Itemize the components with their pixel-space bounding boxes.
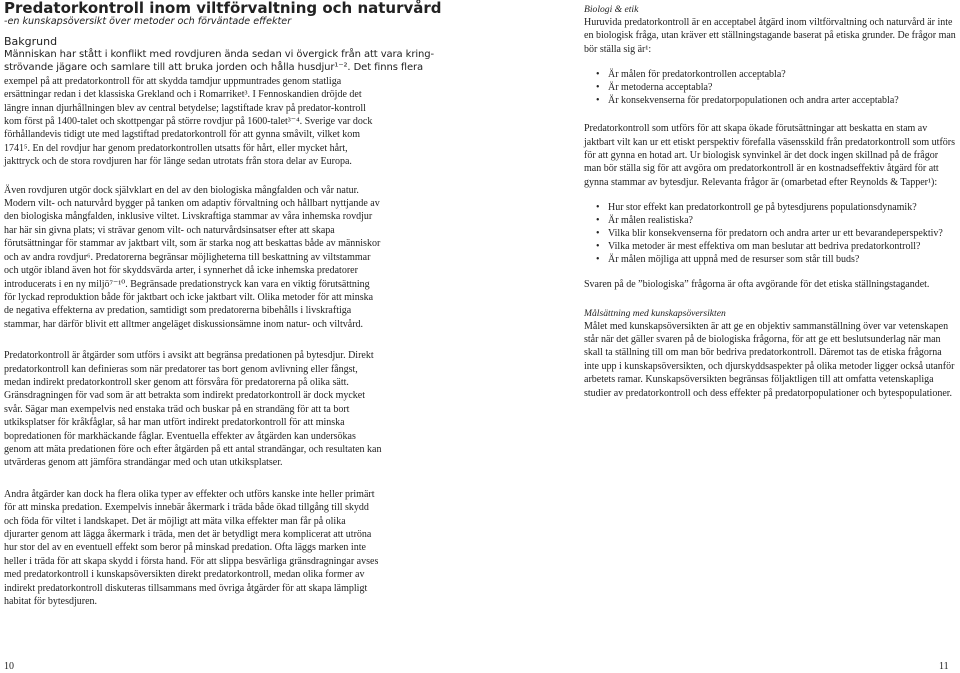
page-number-right: 11 xyxy=(939,661,949,672)
document-title: Predatorkontroll inom viltförvaltning och naturvård xyxy=(4,0,442,17)
page-number-left: 10 xyxy=(4,661,14,672)
section-heading-goal: Målsättning med kunskapsöversikten xyxy=(584,307,726,319)
ethics-question-list xyxy=(584,68,956,107)
paragraph-goal: Målet med kunskapsöversikten är att ge en objektiv sammanställning över var vetenskapen står när det gäller svaren på de biologiska frågorna, för att ge ett beslutsunderlag när man skall ta ställning till om man bör bedriva predatorkontroll. Däremot tas de etiska frågorna inte upp i kunskapsöversikten, och djurskyddsaspekter på olika metoder ligger också utanför arbetets ramar. Kunskapsöversikten begränsas följaktligen till att omfatta vetenskapliga studier av predatorkontroll och dess effekter på predatorpopulationer och bytespopulationer. xyxy=(584,320,955,399)
paragraph-biology-questions: Predatorkontroll som utförs för att skapa ökade förutsättningar att beskatta en stam av jaktbart vilt kan ur ett etiskt perspektiv förefalla väsensskild från predatorkontroll som utförs för att gynna en hotad art. Ur biologisk synvinkel är det dock ingen skillnad på de frågor man bör ställa sig för att avgöra om predatorkontroll är en kostnadseffektiv åtgärd för att gynna stammar av bytesdjur. Relevanta frågor är (omarbetad efter Reynolds & Tapper¹): xyxy=(584,123,956,188)
paragraph-indirect-control: Andra åtgärder kan dock ha flera olika typer av effekter och utförs kanske inte heller primärt för att minska predation. Exempelvis innebär åkermark i träda både ökad tillgång till skydd och föda för viltet i landskapet. Det är möjligt att mäta vilka effekter man får på olika djurarter genom att lägga åkermark i träda, men det är betydligt mera komplicerat att utröna hur stor del av en eventuell effekt som beror på minskad predation. Ofta läggs marken inte heller i träda för att skapa skydd i första hand. För att slippa besvärliga gränsdragningar avses med predatorkontroll i kunskapsöversikten direkt predatorkontroll, medan olika former av indirekt predatorkontroll diskuteras tillsammans med övriga åtgärder för att skapa lämpligt habitat för bytesdjuren. xyxy=(4,488,379,608)
list-item: • Vilka metoder är mest effektiva om man beslutar att bedriva predatorkontroll? xyxy=(584,240,956,253)
paragraph-answers: Svaren på de ”biologiska” frågorna är ofta avgörande för det etiska ställningstagandet. xyxy=(584,279,930,291)
list-item: • Vilka blir konsekvenserna för predatorn och andra arter ur ett bevarandeperspektiv? xyxy=(584,227,956,240)
paragraph-ethics-intro: Huruvida predatorkontroll är en acceptabel åtgärd inom viltförvaltning och naturvård är inte en biologisk fråga, utan kräver ett ställningstagande baserat på etiska grunder. De frågor man bör ställa sig är¹: xyxy=(584,17,956,55)
paragraph-line: Människan har stått i konflikt med rovdjuren ända sedan vi övergick från att vara kring- xyxy=(4,49,435,60)
document-subtitle: -en kunskapsöversikt över metoder och förväntade effekter xyxy=(4,16,292,27)
paragraph-definition: Predatorkontroll är åtgärder som utförs i avsikt att begränsa predationen på bytesdjur. Direkt predatorkontroll kan definieras som när predatorer tas bort genom avlivning eller fångst, medan indirekt predatorkontroll sker genom att försvåra för predatorerna på olika sätt. Gränsdragningen för vad som är att betrakta som indirekt predatorkontroll är dock mycket svår. Sägar man exempelvis ned enstaka träd och buskar på en strandäng för att ta bort utkiksplatser för kråkfåglar, så har man utfört indirekt predatorkontroll för att minska bopredationen för markhäckande fåglar. Eventuella effekter av åtgärden kan undersökas genom att mäta predationen före och efter åtgärden på ett antal strandängar, och resultaten kan utvärderas genom att jämföra strandängar med och utan utkiksplatser. xyxy=(4,350,382,469)
list-item: • Är konsekvenserna för predatorpopulationen och andra arter acceptabla? xyxy=(584,94,956,107)
list-item: • Är målen för predatorkontrollen acceptabla? xyxy=(584,68,956,81)
section-heading-ethics: Biologi & etik xyxy=(584,4,639,15)
list-item: • Hur stor effekt kan predatorkontroll ge på bytesdjurens populationsdynamik? xyxy=(584,201,956,214)
paragraph-line: strövande jägare och samlare till att bruka jorden och hålla husdjur¹⁻². Det finns flera xyxy=(4,62,424,74)
biology-question-list xyxy=(584,201,956,266)
list-item: • Är målen realistiska? xyxy=(584,214,956,227)
paragraph-biodiversity: Även rovdjuren utgör dock självklart en del av den biologiska mångfalden och vår natur. Modern vilt- och naturvård bygger på tanken om adaptiv förvaltning och hållbart nyttjande av den biologiska mångfalden, inklusive viltet. Livskraftiga stammar av våra inhemska rovdjur har här sin givna plats; vi strävar genom vilt- och naturvårdsinsatser efter att skapa förutsättningar för stammar av jaktbart vilt, som är starka nog att beskattas både av människor och av andra rovdjur⁶. Predatorerna begränsar möjligheterna till beskattning av viltstammar och utgör ibland även hot för skyddsvärda arter, i synnerhet då icke inhemska predatorer introducerats i en ny miljö⁷⁻¹⁰. Begränsade predationstryck kan vara en viktig förutsättning för lyckad reproduktion både för jaktbart och icke jaktbart vilt. Olika metoder för att minska de negativa effekterna av predation, samtidigt som predatorerna bibehålls i livskraftiga stammar, har därför blivit ett alltmer angeläget diskussionsämne inom natur- och viltvård. xyxy=(4,184,381,330)
left-page xyxy=(4,0,442,608)
list-item: • Är metoderna acceptabla? xyxy=(584,81,956,94)
section-heading-bakgrund: Bakgrund xyxy=(4,35,58,48)
list-item: • Är målen möjliga att uppnå med de resurser som står till buds? xyxy=(584,253,956,266)
right-page xyxy=(584,0,956,400)
paragraph-history: exempel på att predatorkontroll för att skydda tamdjur uppmuntrades genom statliga ersättningar redan i det klassiska Grekland och i Romarriket³. I Fennoskandien dröjde det längre innan djurhållningen blev av central betydelse; lagstiftade krav på predator-kontroll kom först på 1400-talet och skottpengar på större rovdjur på 1600-talet³⁻⁴. Sverige var dock förhållandevis tidigt ute med lagstiftad predatorkontroll för att gynna småvilt, vilket kom 1741⁵. En del rovdjur har genom predatorkontrollen utsatts för hårt, eller mycket hårt, jakttryck och de stora rovdjuren har för länge sedan utrotats från stora delar av Europa. xyxy=(4,75,373,168)
